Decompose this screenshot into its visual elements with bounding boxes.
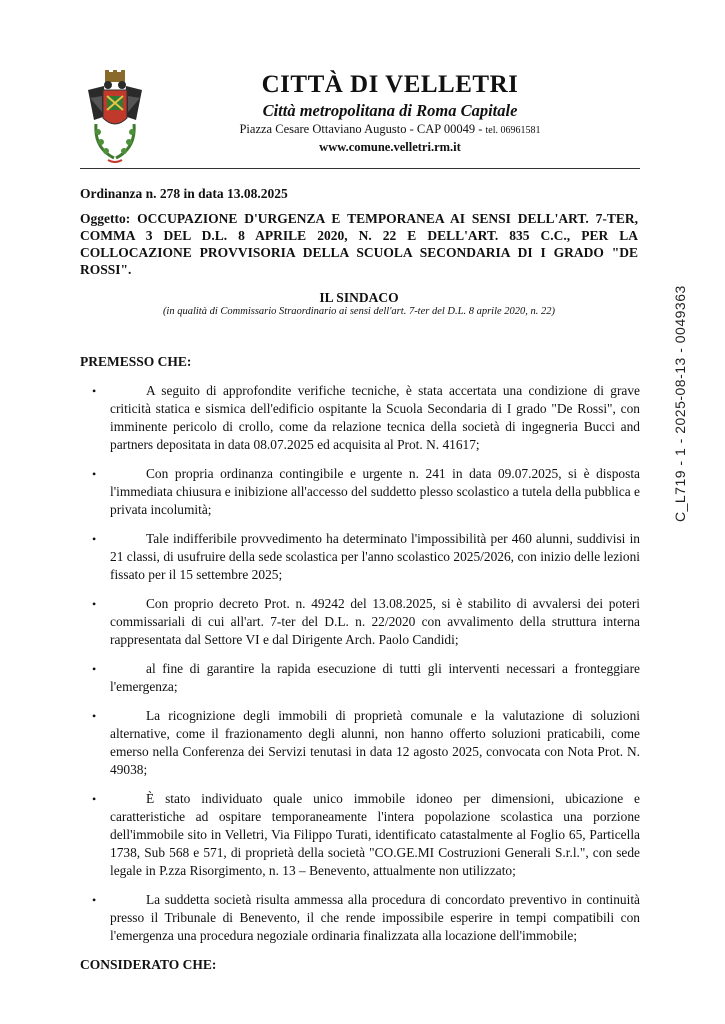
list-item-text: al fine di garantire la rapida esecuzione di tutti gli interventi necessari a fronteggiare l'emergenza; [110, 661, 640, 694]
bullet-icon: • [92, 893, 97, 907]
city-name: CITTÀ DI VELLETRI [261, 71, 519, 98]
list-item [80, 891, 640, 945]
premesso-list [80, 382, 640, 973]
ordinance-number: Ordinanza n. 278 in data 13.08.2025 [80, 186, 288, 201]
list-item [80, 707, 640, 779]
bullet-icon: • [92, 532, 97, 546]
address-text: Piazza Cesare Ottaviano Augusto - CAP 00049 - [239, 122, 483, 136]
city-address [180, 121, 600, 139]
list-item-text: Tale indifferibile provvedimento ha determinato l'impossibilità per 460 alunni, suddivisi in 21 classi, di usufruire della sede scolastica per l'anno scolastico 2025/2026, con inizio delle lezioni fissato per il 15 settembre 2025; [110, 531, 640, 582]
list-item [80, 465, 640, 519]
list-item-text: La ricognizione degli immobili di proprietà comunale e la valutazione di soluzioni alternative, come il frazionamento degli alunni, non hanno offerto soluzioni praticabili, come emerso nella Conferenza dei Servizi tenutasi in data 12 agosto 2025, convocata con Nota Prot. N. 49038; [110, 708, 640, 777]
bullet-icon: • [92, 467, 97, 481]
list-item-text: A seguito di approfondite verifiche tecniche, è stata accertata una condizione di grave criticità statica e sismica dell'edificio ospitante la Scuola Secondaria di I grado "De Rossi", con imminente pericolo di crollo, come da relazione tecnica della società di ingegneria Bucci and partners depositata in data 08.07.2025 ed acquisita al Prot. N. 41617; [110, 383, 640, 452]
list-item [80, 595, 640, 649]
list-item-text: La suddetta società risulta ammessa alla procedura di concordato preventivo in continuità presso il Tribunale di Benevento, il che rende impossibile esperire in tempi compatibili con l'emergenza una procedura negoziale ordinaria finalizzata alla locazione dell'immobile; [110, 892, 640, 943]
considerato-heading: CONSIDERATO CHE: [80, 957, 217, 972]
city-subtitle: Città metropolitana di Roma Capitale [262, 101, 518, 120]
phone-number: tel. 06961581 [485, 125, 541, 136]
list-item [80, 660, 640, 696]
list-item-text: Con proprio decreto Prot. n. 49242 del 13.08.2025, si è stabilito di avvalersi dei poteri commissariali di cui all'art. 7-ter del D.L. n. 22/2020 con avvalimento della struttura interna rappresentata dal Settore VI e dal Dirigente Arch. Paolo Candidi; [110, 596, 640, 647]
premesso-heading: PREMESSO CHE: [80, 354, 192, 369]
list-item [80, 790, 640, 880]
registration-stamp: C_L719 - 1 - 2025-08-13 - 0049363 [672, 285, 688, 522]
city-website: www.comune.velletri.rm.it [319, 140, 461, 154]
header-divider [80, 168, 640, 169]
coat-of-arms-icon [84, 68, 146, 168]
bullet-icon: • [92, 384, 97, 398]
list-item-text: È stato individuato quale unico immobile idoneo per dimensioni, ubicazione e caratteristiche ad ospitare temporaneamente l'intera popolazione scolastica una porzione dell'immobile sito in Velletri, Via Filippo Turati, identificato catastalmente al Foglio 65, Particella 1738, Sub 568 e 571, di proprietà della società "CO.GE.MI Costruzioni Generali S.r.l.", con sede legale in P.zza Risorgimento, n. 13 – Benevento, attualmente non utilizzato; [110, 791, 640, 878]
list-item-text: Con propria ordinanza contingibile e urgente n. 241 in data 09.07.2025, si è disposta l'immediata chiusura e inibizione all'accesso del suddetto plesso scolastico a tutela della pubblica e privata incolumità; [110, 466, 640, 517]
ordinance-subject: Oggetto: OCCUPAZIONE D'URGENZA E TEMPORANEA AI SENSI DELL'ART. 7-TER, COMMA 3 DEL D.L. 8 APRILE 2020, N. 22 E DELL'ART. 835 C.C., PER LA COLLOCAZIONE PROVVISORIA DELLA SCUOLA SECONDARIA DI I GRADO "DE ROSSI". [80, 211, 638, 277]
letterhead [180, 70, 600, 156]
signatory-title: IL SINDACO [319, 290, 399, 305]
list-item [80, 530, 640, 584]
bullet-icon: • [92, 597, 97, 611]
bullet-icon: • [92, 792, 97, 806]
signatory-qualification: (in qualità di Commissario Straordinario ai sensi dell'art. 7-ter del D.L. 8 aprile 2020, n. 22) [162, 306, 556, 317]
bullet-icon: • [92, 709, 97, 723]
bullet-icon: • [92, 662, 97, 676]
list-item [80, 382, 640, 454]
